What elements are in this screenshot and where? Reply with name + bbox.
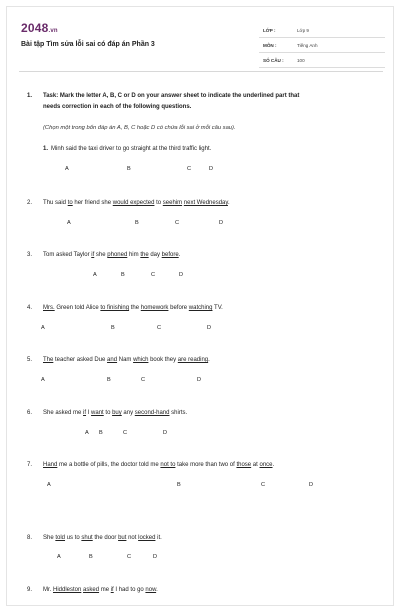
option-letter: B xyxy=(127,166,131,172)
option-letter: B xyxy=(111,325,115,331)
site-logo[interactable]: 2048.vn xyxy=(21,21,58,35)
question-text: Hand me a bottle of pills, the doctor told me not to take more than two of those at once. xyxy=(43,462,275,468)
question-number: 2. xyxy=(27,200,33,206)
question-text: Tom asked Taylor if she phoned him the day before. xyxy=(43,252,181,258)
question-number: 3. xyxy=(27,252,33,258)
option-letter: B xyxy=(89,554,93,560)
option-letter: D xyxy=(207,325,212,331)
question-number: 7. xyxy=(27,462,33,468)
option-letter: C xyxy=(127,554,132,560)
question-number: 8. xyxy=(27,535,33,541)
meta-label: SỐ CÂU : xyxy=(263,58,284,63)
meta-row-class xyxy=(259,23,385,38)
option-letter: D xyxy=(179,272,184,278)
option-letter: A xyxy=(85,430,89,436)
option-letter: A xyxy=(65,166,69,172)
option-letter: D xyxy=(219,220,224,226)
task-instruction-line-1: Task: Mark the letter A, B, C or D on your answer sheet to indicate the underlined part that xyxy=(43,93,300,99)
meta-row-count xyxy=(259,53,385,68)
option-letter: B xyxy=(99,430,103,436)
option-letter: C xyxy=(261,482,266,488)
document-page xyxy=(6,6,394,606)
question-number: 9. xyxy=(27,587,33,593)
option-letter: A xyxy=(57,554,61,560)
task-number: 1. xyxy=(27,93,33,99)
task-hint: (Chọn một trong bốn đáp án A, B, C hoặc D có chứa lỗi sai ở mỗi câu sau). xyxy=(43,125,236,131)
question-text: She asked me if I want to buy any second-hand shirts. xyxy=(43,410,188,416)
meta-row-subject xyxy=(259,38,385,53)
meta-value: 100 xyxy=(297,58,305,63)
option-letter: B xyxy=(121,272,125,278)
question-text: Thu said to her friend she would expected to seehim next Wednesday. xyxy=(43,200,230,206)
option-letter: A xyxy=(47,482,51,488)
question-number: 5. xyxy=(27,357,33,363)
option-letter: C xyxy=(157,325,162,331)
question-number: 1. xyxy=(43,146,49,152)
option-letter: D xyxy=(153,554,158,560)
question-number: 4. xyxy=(27,305,33,311)
header-divider xyxy=(19,71,383,72)
question-text: She told us to shut the door but not locked it. xyxy=(43,535,162,541)
meta-label: MÔN : xyxy=(263,43,277,48)
option-letter: A xyxy=(41,377,45,383)
option-letter: B xyxy=(107,377,111,383)
option-letter: B xyxy=(177,482,181,488)
question-number: 6. xyxy=(27,410,33,416)
option-letter: C xyxy=(175,220,180,226)
option-letter: D xyxy=(197,377,202,383)
option-letter: A xyxy=(41,325,45,331)
option-letter: C xyxy=(141,377,146,383)
meta-value: Lớp 9 xyxy=(297,28,309,33)
task-instruction-line-2: needs correction in each of the following questions. xyxy=(43,104,192,110)
option-letter: D xyxy=(309,482,314,488)
option-letter: A xyxy=(93,272,97,278)
option-letter: D xyxy=(163,430,168,436)
option-letter: B xyxy=(135,220,139,226)
document-meta-table xyxy=(259,23,385,68)
option-letter: C xyxy=(187,166,192,172)
question-text: Minh said the taxi driver to go straight at the third traffic light. xyxy=(51,146,212,152)
option-letter: C xyxy=(123,430,128,436)
question-text: Mr. Hiddleston asked me if I had to go now. xyxy=(43,587,158,593)
option-letter: D xyxy=(209,166,214,172)
question-text: Mrs. Green told Alice to finishing the homework before watching TV. xyxy=(43,305,223,311)
question-text: The teacher asked Due and Nam which book they are reading. xyxy=(43,357,210,363)
document-title: Bài tập Tìm sửa lỗi sai có đáp án Phần 3 xyxy=(21,41,155,48)
option-letter: C xyxy=(151,272,156,278)
option-letter: A xyxy=(67,220,71,226)
document-header xyxy=(19,15,385,65)
meta-label: LỚP : xyxy=(263,28,276,33)
meta-value: Tiếng Anh xyxy=(297,43,318,48)
